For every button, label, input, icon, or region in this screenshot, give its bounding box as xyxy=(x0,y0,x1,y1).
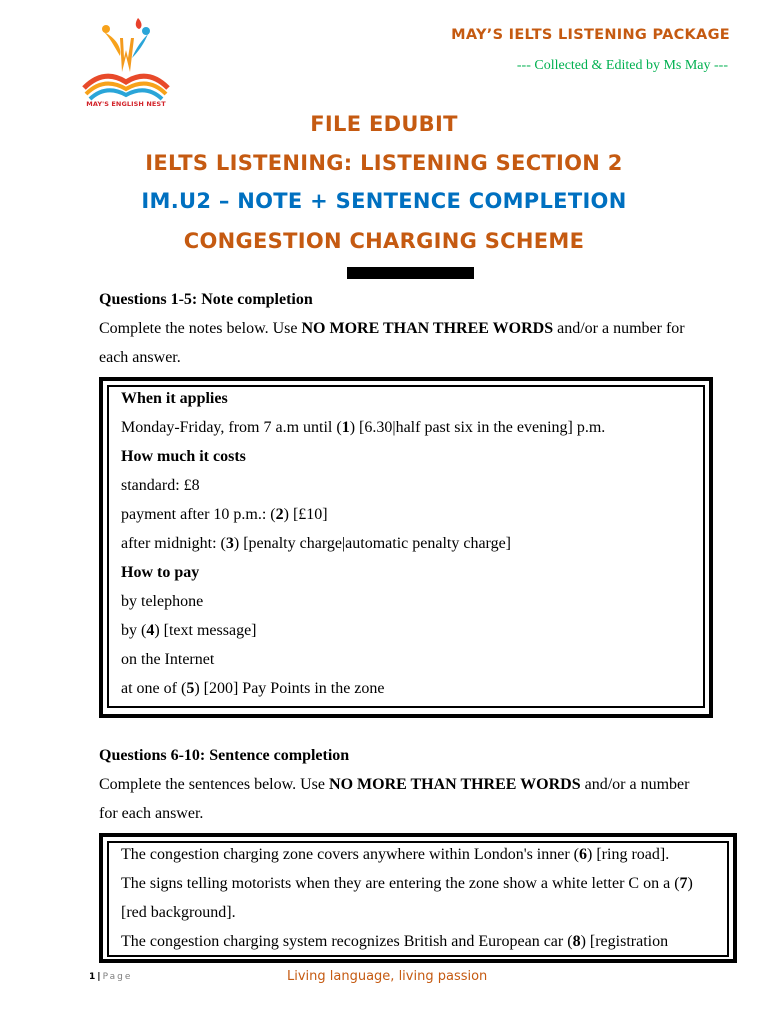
section-heading: IELTS LISTENING: LISTENING SECTION 2 xyxy=(145,151,623,175)
note-line-standard: standard: £8 xyxy=(121,477,200,494)
note-line-1: Monday-Friday, from 7 a.m until (1) [6.30|half past six in the evening] p.m. xyxy=(121,419,606,436)
package-title: MAY’S IELTS LISTENING PACKAGE xyxy=(451,27,730,43)
note-line-4: by (4) [text message] xyxy=(121,622,257,639)
sentence-7-line2: [red background]. xyxy=(121,904,236,921)
sentence-7: The signs telling motorists when they are entering the zone show a white letter C on a (7) xyxy=(121,875,693,892)
footer-motto: Living language, living passion xyxy=(287,969,488,984)
notes-heading-pay: How to pay xyxy=(121,564,200,581)
note-line-3: after midnight: (3) [penalty charge|automatic penalty charge] xyxy=(121,535,512,552)
notes-heading-cost: How much it costs xyxy=(121,448,246,465)
part1-instructions-line2: each answer. xyxy=(99,349,181,366)
logo-graphic xyxy=(76,12,176,102)
package-subtitle: --- Collected & Edited by Ms May --- xyxy=(516,58,728,73)
heading-divider xyxy=(347,267,474,279)
part2-instructions-line2: for each answer. xyxy=(99,805,204,822)
part2-instructions: Complete the sentences below. Use NO MORE THAN THREE WORDS and/or a number xyxy=(99,776,690,793)
note-line-telephone: by telephone xyxy=(121,593,204,610)
topic-heading: CONGESTION CHARGING SCHEME xyxy=(183,229,585,253)
sentence-6: The congestion charging zone covers anywhere within London's inner (6) [ring road]. xyxy=(121,846,670,863)
logo-caption: MAY'S ENGLISH NEST xyxy=(86,100,166,108)
note-line-2: payment after 10 p.m.: (2) [£10] xyxy=(121,506,328,523)
sentence-8: The congestion charging system recognizes British and European car (8) [registration xyxy=(121,933,669,950)
part2-title: Questions 6-10: Sentence completion xyxy=(99,747,350,764)
note-line-internet: on the Internet xyxy=(121,651,215,668)
note-line-5: at one of (5) [200] Pay Points in the zone xyxy=(121,680,385,697)
part1-instructions: Complete the notes below. Use NO MORE THAN THREE WORDS and/or a number for xyxy=(99,320,685,337)
file-heading: FILE EDUBIT xyxy=(310,112,458,136)
unit-heading: IM.U2 – NOTE + SENTENCE COMPLETION xyxy=(141,189,627,213)
page-number: 1 | Page xyxy=(89,972,133,982)
notes-heading-when: When it applies xyxy=(121,390,228,407)
mays-english-nest-logo xyxy=(76,12,176,112)
part1-title: Questions 1-5: Note completion xyxy=(99,291,313,308)
